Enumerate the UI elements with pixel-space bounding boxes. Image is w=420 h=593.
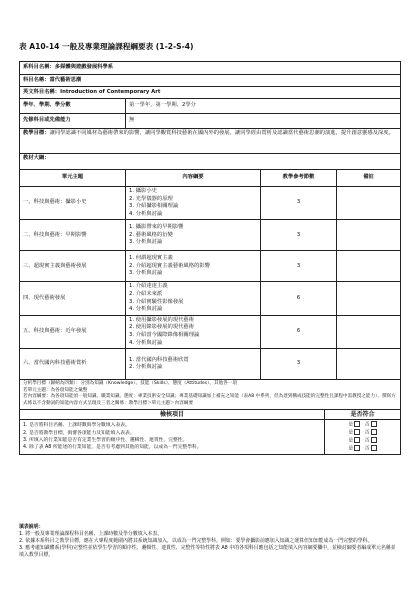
unit-note — [337, 220, 401, 251]
unit-hours: 3 — [261, 349, 337, 380]
unit-item: 3. 介紹攝影相關理論 — [129, 203, 179, 210]
unit-hours: 3 — [261, 187, 337, 220]
unit-item: 2. 藝術風格的衍變 — [129, 231, 173, 238]
english-name-label: 英文科目名稱： — [23, 88, 61, 95]
yes-checkbox[interactable] — [354, 445, 360, 451]
unit-note — [337, 349, 401, 380]
checklist-item: 3. 所填入的行業知能是否有定業生學習的順序性、邏輯性、連貫性、完整性。 — [23, 437, 188, 443]
unit-items — [126, 282, 261, 315]
unit-items — [126, 251, 261, 282]
course-name-label: 科目名稱： — [23, 76, 50, 83]
no-checkbox[interactable] — [371, 445, 377, 451]
unit-item: 1. 當代國內科技藝術欣賞 — [129, 356, 189, 363]
checklist-items — [20, 420, 325, 455]
no-label: 否 — [364, 438, 370, 444]
unit-hours: 6 — [261, 282, 337, 315]
unit-title: 一、科技與藝術：攝影小史 — [20, 187, 126, 220]
course-name-value: 當代藝術思潮 — [49, 76, 82, 83]
unit-items — [126, 220, 261, 251]
unit-hours: 3 — [261, 220, 337, 251]
yes-label: 是 — [348, 422, 354, 428]
checklist-item: 2. 是否將教學目標，侷審各項能力及知能填入表表。 — [23, 430, 135, 436]
unit-row — [20, 349, 401, 380]
teaching-goal-row — [20, 129, 401, 154]
unit-item: 3. 介紹實驗性影像發展 — [129, 298, 184, 305]
unit-title: 三、超現實主義與藝術發展 — [20, 251, 126, 282]
unit-item: 2. 分析與討論 — [129, 364, 163, 371]
yes-no-row — [328, 437, 397, 445]
unit-title: 二、科技與藝術：早期影響 — [20, 220, 126, 251]
unit-row — [20, 282, 401, 315]
instructions — [19, 524, 400, 559]
unit-item: 1. 介紹達達主義 — [129, 283, 168, 290]
unit-title: 六、當代國內科技藝術賞析 — [20, 349, 126, 380]
unit-item: 4. 分析與討論 — [129, 339, 163, 346]
instruction-line: 3. 應考慮知識體系(學科)完整性並依學生學習的順序性、邏輯性、連貫性、完整性等特性將表 A8 中的各項科目應包括之知能填入內容綱要欄中，並檢討綱要者編成單元名稱並填入教學目標。 — [19, 545, 396, 558]
yes-label: 是 — [348, 430, 354, 436]
unit-item: 2. 介紹未來派 — [129, 290, 163, 297]
unit-row — [20, 187, 401, 220]
yes-checkbox[interactable] — [354, 437, 360, 443]
no-checkbox[interactable] — [371, 429, 377, 435]
department-row — [20, 62, 401, 75]
result-header: 是否符合 — [325, 409, 401, 419]
instructions-title: 填表說明： — [19, 524, 44, 530]
yes-label: 是 — [348, 446, 354, 452]
unit-items — [126, 349, 261, 380]
checklist-header: 檢核項目 — [20, 409, 325, 419]
unit-item: 2. 介紹超現實主義藝術風格的影響 — [129, 262, 210, 269]
department-label: 系科目名稱： — [23, 64, 55, 71]
instruction-line: 2. 依據本系科目之教學目標，應在大專程度範圍內將其系統知識加入，以成為一門完整學科。例如：要學會攝影前應加入知識之運算但知知能成為一門完整的學科。 — [19, 538, 373, 544]
yes-no-row — [328, 429, 397, 437]
unit-row — [20, 220, 401, 251]
outline-label: 教材大綱： — [20, 154, 401, 170]
unit-item: 3. 介紹當今國際錄像相關理論 — [129, 331, 200, 338]
unit-row — [20, 315, 401, 348]
yes-checkbox[interactable] — [354, 429, 360, 435]
note-line: 若內容綱要：為各項知能須一般知識、職業知識、態度：專業技術安全知識；專業基礎知識加上補充之知能（表A8 中系列，但為達到構成技能的完整性且課程中需教授之能力），撰寫方式係以不含動詞的知能內容方式呈現及三者之關係：教學目標＞單元主題＞內容綱要 — [23, 394, 396, 406]
checklist-item: 4. 除了表 A8 所能述的行業知能，是否有考慮到其他的知能，以成為一門完整學科。 — [23, 445, 202, 451]
unit-item: 1. 攝影小史 — [129, 188, 157, 194]
yes-label: 是 — [348, 438, 354, 444]
unit-items — [126, 187, 261, 220]
yes-checkbox[interactable] — [354, 421, 360, 427]
unit-item: 1. 使用攝影發展的現代藝術 — [129, 316, 195, 323]
checklist-item: 1. 是否將科目名稱、上課時數與學分數填入表表。 — [23, 423, 130, 429]
unit-hours: 3 — [261, 251, 337, 282]
english-name-row — [20, 87, 401, 99]
no-label: 否 — [364, 422, 370, 428]
unit-note — [337, 251, 401, 282]
checklist-results — [325, 420, 401, 455]
teaching-goal-text: 讓同學認識不同媒材為藝術帶來的影響，讓同學觀賞科技藝術在國內外的發展，讓同學經由賞析及認識當代藝術思潮的演進，提升創意靈感及深度。 — [49, 130, 394, 136]
instruction-line: 1. 將一般及專業理論課程科目名稱、上課時數及學分數填入本表。 — [19, 531, 163, 537]
yes-no-row — [328, 445, 397, 453]
unit-item: 3. 分析與討論 — [129, 239, 163, 246]
no-label: 否 — [364, 446, 370, 452]
note-line: 若單元主題：為各項知能之彙整 — [23, 387, 88, 393]
unit-note — [337, 315, 401, 348]
course-name-row — [20, 75, 401, 87]
note-line: 分析學目標（歸納為四類）：分別為知識（Knowledge）、技能（Skills）、態度（Attitudes）、其他各一項 — [23, 381, 238, 387]
unit-item: 1. 攝影帶來的早期影響 — [129, 223, 184, 230]
course-outline-sheet — [19, 61, 400, 455]
unit-item: 3. 分析與討論 — [129, 270, 163, 277]
unit-title: 四、現代藝術發展 — [20, 282, 126, 315]
year-value: 第一學年、第一學期、2學分 — [126, 99, 401, 114]
unit-title: 五、科技與藝術：近年發展 — [20, 315, 126, 348]
note-header: 備註 — [337, 170, 401, 187]
prereq-value: 無 — [126, 114, 401, 129]
unit-item: 4. 分析與討論 — [129, 306, 163, 313]
checklist-table — [19, 409, 401, 455]
no-label: 否 — [364, 430, 370, 436]
unit-item: 4. 分析與討論 — [129, 210, 163, 217]
unit-item: 2. 光學儀器的原理 — [129, 195, 173, 202]
prereq-label: 先修科目或先備能力 — [20, 114, 126, 129]
unit-item: 2. 使用錄影發展的現代藝術 — [129, 324, 195, 331]
no-checkbox[interactable] — [371, 421, 377, 427]
teaching-goal-label: 教學目標： — [23, 130, 50, 136]
hours-header: 教學參考節數 — [261, 170, 337, 187]
english-name-value: Introduction of Contemporary Art — [60, 88, 161, 95]
unit-header: 單元主題 — [20, 170, 126, 187]
unit-note — [337, 282, 401, 315]
unit-note — [337, 187, 401, 220]
notes-cell — [20, 380, 401, 409]
unit-hours: 6 — [261, 315, 337, 348]
unit-items — [126, 315, 261, 348]
unit-row — [20, 251, 401, 282]
page-title: 表 A10-14 一般及專業理論課程綱要表 (1-2-S-4) — [19, 42, 194, 51]
course-info-table — [19, 61, 401, 410]
content-header: 內容綱要 — [126, 170, 261, 187]
no-checkbox[interactable] — [371, 437, 377, 443]
yes-no-row — [328, 421, 397, 429]
department-value: 多媒體與遊戲發展科學系 — [54, 64, 114, 71]
unit-item: 1. 何謂超現實主義 — [129, 254, 173, 261]
year-label: 學年、學期、學分數 — [20, 99, 126, 114]
